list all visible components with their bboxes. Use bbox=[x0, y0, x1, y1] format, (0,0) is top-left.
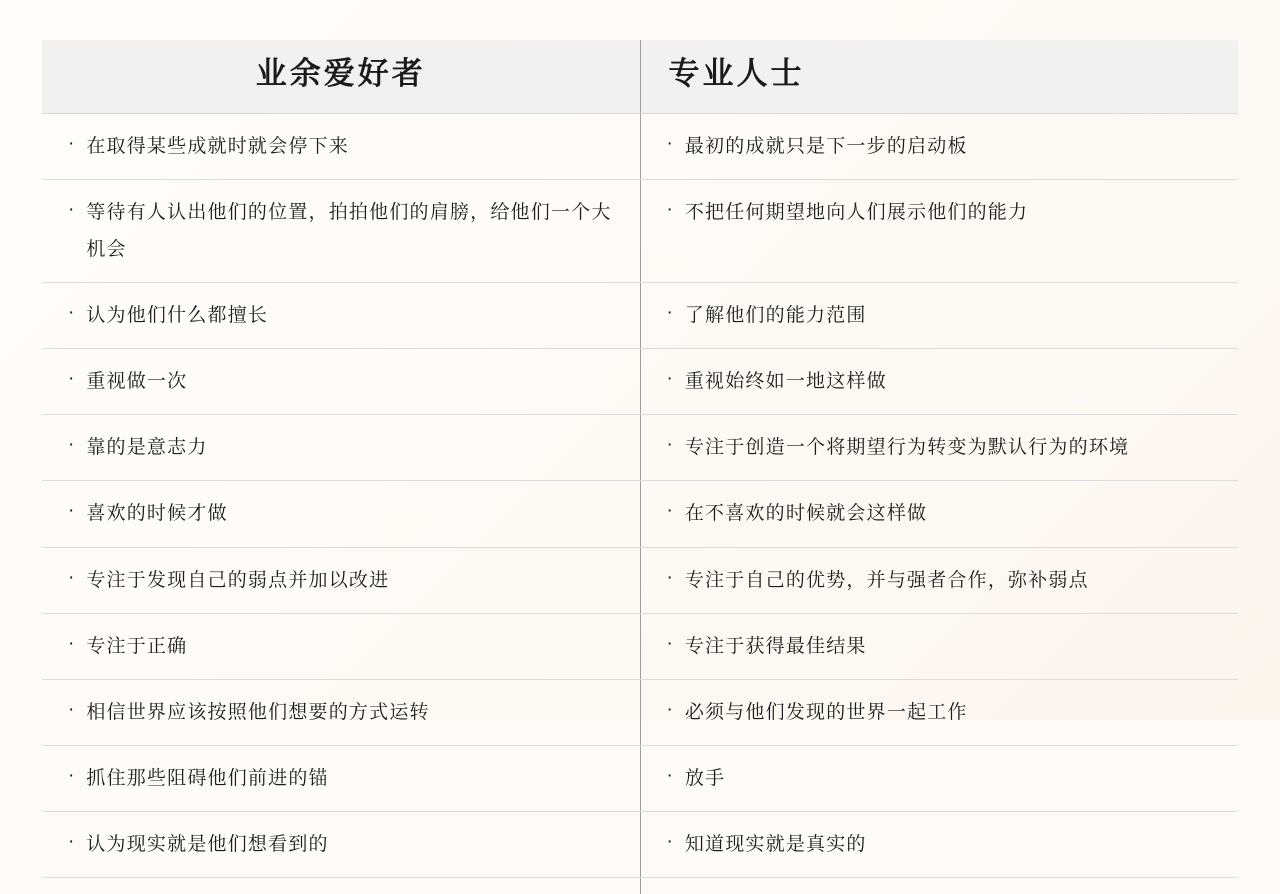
bullet-icon: · bbox=[666, 368, 673, 390]
list-item-text: 重视做一次 bbox=[86, 370, 188, 393]
list-item-text: 抓住那些阻碍他们前进的锚 bbox=[86, 766, 329, 789]
list-item-text: 重视始终如一地这样做 bbox=[684, 370, 887, 393]
list-item-text: 不把任何期望地向人们展示他们的能力 bbox=[684, 201, 1029, 224]
list-item-text: 了解他们的能力范围 bbox=[684, 304, 867, 327]
table-row bbox=[42, 415, 1238, 481]
list-item-text: 在取得某些成就时就会停下来 bbox=[86, 135, 349, 158]
list-item-text: 喜欢的时候才做 bbox=[86, 502, 228, 525]
bullet-icon: · bbox=[68, 434, 75, 456]
cell-amateur bbox=[42, 114, 640, 180]
bullet-icon: · bbox=[666, 302, 673, 324]
list-item-text: 放手 bbox=[684, 766, 726, 789]
column-header-professional-label: 专业人士 bbox=[668, 56, 805, 92]
list-item-text: 知道现实就是真实的 bbox=[684, 832, 867, 855]
bullet-icon: · bbox=[68, 302, 75, 324]
cell-professional bbox=[640, 613, 1238, 679]
cell-amateur bbox=[42, 613, 640, 679]
table-footer-spacer bbox=[42, 877, 1238, 894]
table-body bbox=[42, 114, 1238, 894]
bullet-icon: · bbox=[666, 632, 673, 654]
bullet-icon: · bbox=[68, 133, 75, 155]
list-item-text: 专注于正确 bbox=[86, 634, 188, 657]
list-item-text: 专注于获得最佳结果 bbox=[684, 634, 867, 657]
list-item-text: 专注于自己的优势，并与强者合作，弥补弱点 bbox=[684, 568, 1089, 591]
comparison-table bbox=[42, 40, 1238, 894]
list-item-text: 在不喜欢的时候就会这样做 bbox=[684, 502, 928, 525]
table-row bbox=[42, 180, 1238, 283]
cell-professional bbox=[640, 481, 1238, 547]
cell-amateur bbox=[42, 415, 640, 481]
table-row bbox=[42, 613, 1238, 679]
list-item-text: 必须与他们发现的世界一起工作 bbox=[684, 700, 968, 723]
bullet-icon: · bbox=[666, 500, 673, 522]
bullet-icon: · bbox=[666, 698, 673, 720]
list-item-text: 专注于创造一个将期望行为转变为默认行为的环境 bbox=[684, 436, 1130, 459]
list-item-text: 专注于发现自己的弱点并加以改进 bbox=[86, 568, 390, 591]
bullet-icon: · bbox=[666, 133, 673, 155]
table-row bbox=[42, 481, 1238, 547]
bullet-icon: · bbox=[666, 199, 673, 221]
bullet-icon: · bbox=[666, 764, 673, 786]
column-header-professional bbox=[640, 40, 1238, 114]
list-item-text: 等待有人认出他们的位置，拍拍他们的肩膀，给他们一个大机会 bbox=[86, 201, 612, 261]
cell-amateur bbox=[42, 811, 640, 877]
list-item-text: 最初的成就只是下一步的启动板 bbox=[684, 135, 968, 158]
spacer-cell-right bbox=[640, 877, 1238, 894]
table-row bbox=[42, 811, 1238, 877]
column-header-amateur bbox=[42, 40, 640, 114]
bullet-icon: · bbox=[68, 566, 75, 588]
table-row bbox=[42, 349, 1238, 415]
list-item-text: 靠的是意志力 bbox=[86, 436, 208, 459]
spacer-cell-left bbox=[42, 877, 640, 894]
column-header-amateur-label: 业余爱好者 bbox=[255, 56, 426, 92]
bullet-icon: · bbox=[666, 566, 673, 588]
cell-amateur bbox=[42, 481, 640, 547]
cell-professional bbox=[640, 283, 1238, 349]
bullet-icon: · bbox=[68, 632, 75, 654]
cell-amateur bbox=[42, 283, 640, 349]
table-header-row bbox=[42, 40, 1238, 114]
bullet-icon: · bbox=[666, 434, 673, 456]
table-row bbox=[42, 547, 1238, 613]
cell-professional bbox=[640, 114, 1238, 180]
cell-professional bbox=[640, 811, 1238, 877]
cell-professional bbox=[640, 679, 1238, 745]
cell-amateur bbox=[42, 180, 640, 283]
cell-amateur bbox=[42, 679, 640, 745]
cell-amateur bbox=[42, 349, 640, 415]
cell-professional bbox=[640, 547, 1238, 613]
table-row bbox=[42, 283, 1238, 349]
bullet-icon: · bbox=[68, 368, 75, 390]
table-row bbox=[42, 114, 1238, 180]
table-row bbox=[42, 679, 1238, 745]
comparison-table-wrapper bbox=[42, 40, 1238, 894]
list-item-text: 认为现实就是他们想看到的 bbox=[86, 832, 329, 855]
list-item-text: 相信世界应该按照他们想要的方式运转 bbox=[86, 700, 430, 723]
table-row bbox=[42, 745, 1238, 811]
bullet-icon: · bbox=[68, 500, 75, 522]
cell-professional bbox=[640, 745, 1238, 811]
cell-professional bbox=[640, 180, 1238, 283]
bullet-icon: · bbox=[68, 764, 75, 786]
cell-amateur bbox=[42, 745, 640, 811]
list-item-text: 认为他们什么都擅长 bbox=[86, 304, 269, 327]
bullet-icon: · bbox=[68, 199, 75, 221]
cell-professional bbox=[640, 415, 1238, 481]
cell-amateur bbox=[42, 547, 640, 613]
cell-professional bbox=[640, 349, 1238, 415]
bullet-icon: · bbox=[68, 830, 75, 852]
table-header bbox=[42, 40, 1238, 114]
bullet-icon: · bbox=[666, 830, 673, 852]
bullet-icon: · bbox=[68, 698, 75, 720]
